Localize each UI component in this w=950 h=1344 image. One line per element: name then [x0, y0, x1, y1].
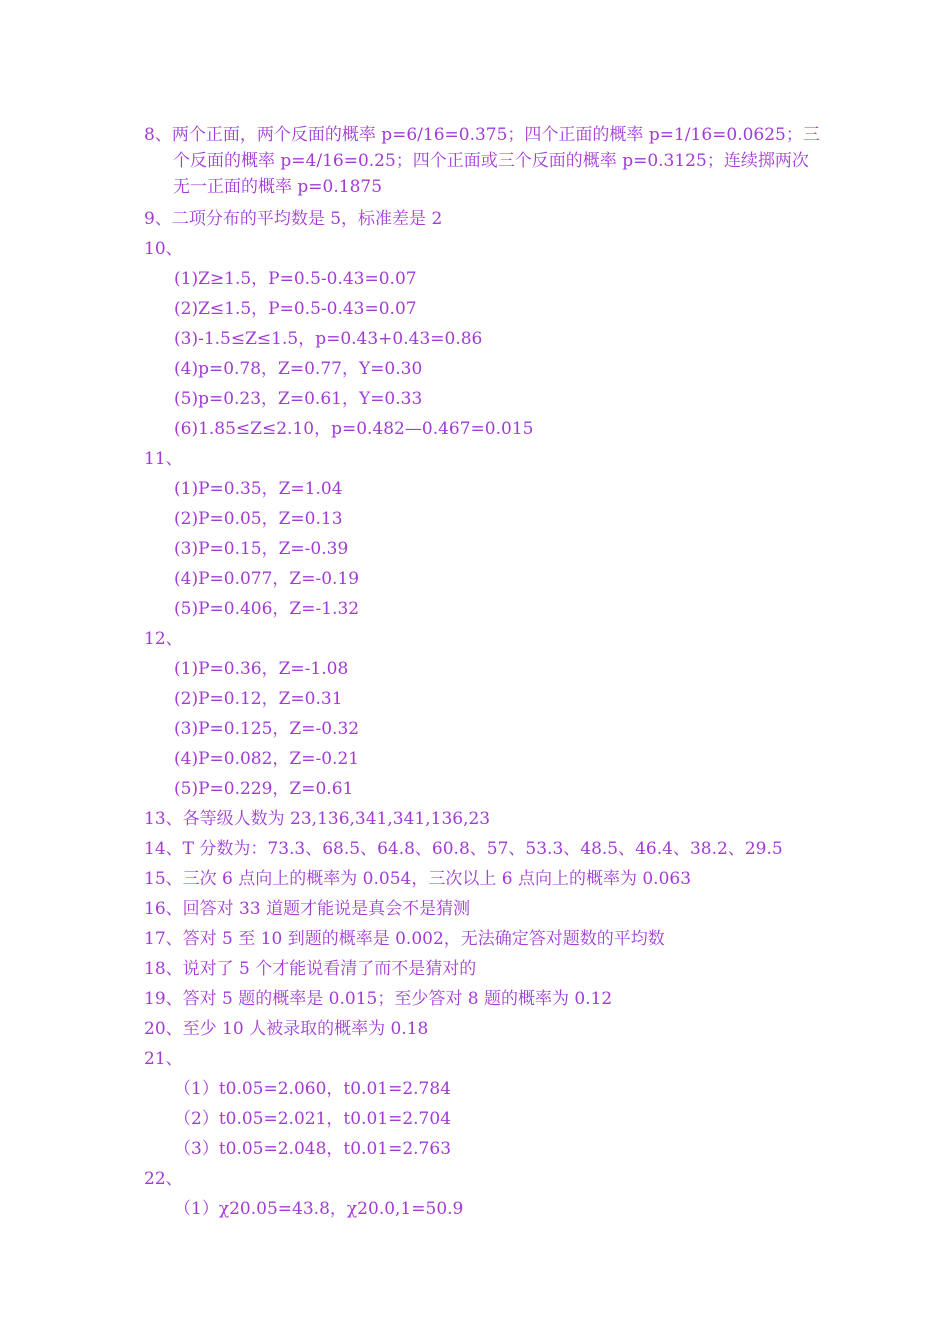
answer-item: 21、 [144, 1049, 183, 1069]
answer-subitem: （1）χ20.05=43.8，χ20.0,1=50.9 [174, 1199, 464, 1219]
answer-item: 16、回答对 33 道题才能说是真会不是猜测 [144, 899, 471, 919]
answer-item: 12、 [144, 629, 183, 649]
answer-item: 20、至少 10 人被录取的概率为 0.18 [144, 1019, 429, 1039]
answer-subitem: (2)P=0.05，Z=0.13 [174, 509, 343, 529]
answer-subitem: (3)-1.5≤Z≤1.5，p=0.43+0.43=0.86 [174, 329, 483, 349]
answer-list [144, 122, 824, 1224]
answer-item: 22、 [144, 1169, 183, 1189]
answer-subitem: (4)p=0.78，Z=0.77，Y=0.30 [174, 359, 423, 379]
answer-subitem: (1)P=0.36，Z=-1.08 [174, 659, 349, 679]
answer-subitem: (1)P=0.35，Z=1.04 [174, 479, 343, 499]
answer-subitem: (2)P=0.12，Z=0.31 [174, 689, 343, 709]
answer-subitem: (3)P=0.125，Z=-0.32 [174, 719, 360, 739]
answer-item: 19、答对 5 题的概率是 0.015；至少答对 8 题的概率为 0.12 [144, 989, 613, 1009]
answer-item: 18、说对了 5 个才能说看清了而不是猜对的 [144, 959, 477, 979]
answer-subitem: (2)Z≤1.5，P=0.5-0.43=0.07 [174, 299, 417, 319]
answer-subitem: （1）t0.05=2.060，t0.01=2.784 [174, 1079, 452, 1099]
answer-subitem: (1)Z≥1.5，P=0.5-0.43=0.07 [174, 269, 417, 289]
answer-item: 10、 [144, 239, 183, 259]
answer-subitem: （2）t0.05=2.021，t0.01=2.704 [174, 1109, 452, 1129]
answer-subitem: (5)P=0.229，Z=0.61 [174, 779, 354, 799]
answer-subitem: （3）t0.05=2.048，t0.01=2.763 [174, 1139, 452, 1159]
answer-item: 14、T 分数为：73.3、68.5、64.8、60.8、57、53.3、48.5、46.4、38.2、29.5 [144, 839, 783, 859]
answer-subitem: (4)P=0.082，Z=-0.21 [174, 749, 360, 769]
answer-item: 17、答对 5 至 10 到题的概率是 0.002，无法确定答对题数的平均数 [144, 929, 665, 949]
answer-item: 15、三次 6 点向上的概率为 0.054，三次以上 6 点向上的概率为 0.063 [144, 869, 692, 889]
answer-item: 11、 [144, 449, 183, 469]
answer-item: 9、二项分布的平均数是 5，标准差是 2 [144, 209, 443, 229]
answer-subitem: (5)P=0.406，Z=-1.32 [174, 599, 360, 619]
answer-item: 13、各等级人数为 23,136,341,341,136,23 [144, 809, 491, 829]
answer-subitem: (4)P=0.077，Z=-0.19 [174, 569, 360, 589]
answer-subitem: (5)p=0.23，Z=0.61，Y=0.33 [174, 389, 423, 409]
answer-subitem: (3)P=0.15，Z=-0.39 [174, 539, 349, 559]
answer-subitem: (6)1.85≤Z≤2.10，p=0.482—0.467=0.015 [174, 419, 534, 439]
answer-item: 8、两个正面，两个反面的概率 p=6/16=0.375；四个正面的概率 p=1/16=0.0625；三个反面的概率 p=4/16=0.25；四个正面或三个反面的概率 p=0.3125；连续掷两次无一正面的概率 p=0.1875 [144, 125, 820, 197]
